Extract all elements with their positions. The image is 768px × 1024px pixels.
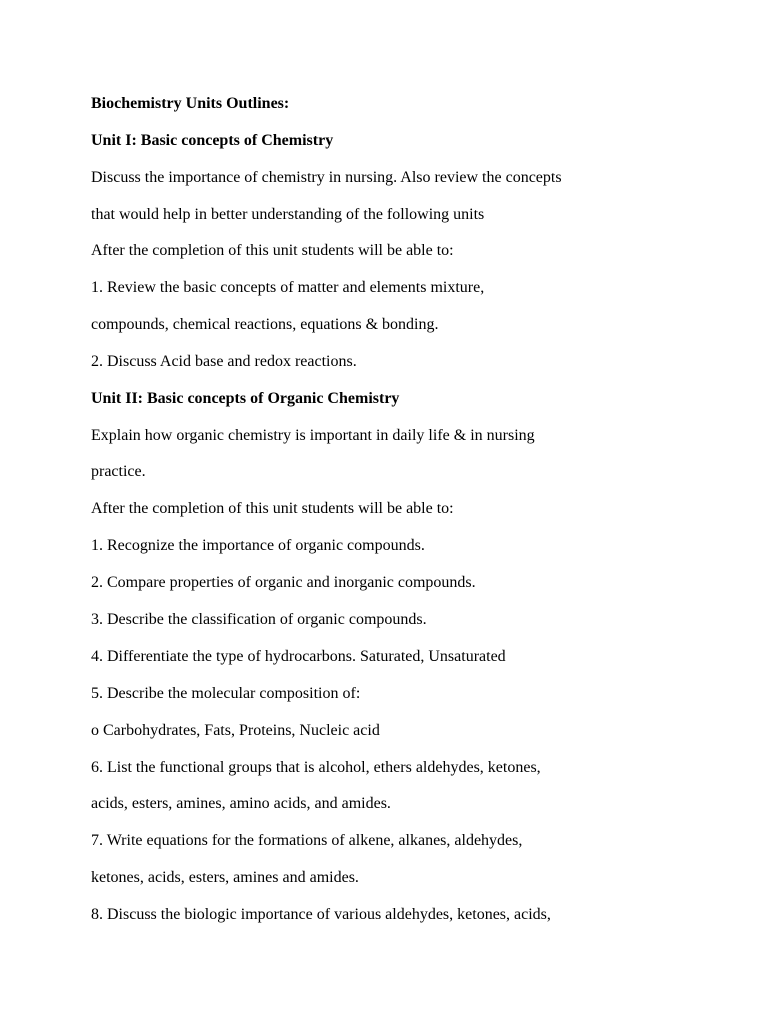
unit2-intro-line2: practice. [91, 463, 146, 480]
unit2-item5-sub: o Carbohydrates, Fats, Proteins, Nucleic acid [91, 722, 380, 739]
document-title: Biochemistry Units Outlines: [91, 95, 290, 112]
unit1-intro-line1: Discuss the importance of chemistry in nursing. Also review the concepts [91, 169, 562, 186]
unit1-objectives-lead: After the completion of this unit students will be able to: [91, 242, 454, 259]
unit1-item1-line1: 1. Review the basic concepts of matter and elements mixture, [91, 279, 485, 296]
unit2-item8-line1: 8. Discuss the biologic importance of various aldehydes, ketones, acids, [91, 906, 551, 923]
unit1-heading: Unit I: Basic concepts of Chemistry [91, 132, 334, 149]
unit2-intro-line1: Explain how organic chemistry is important in daily life & in nursing [91, 427, 535, 444]
unit2-item1: 1. Recognize the importance of organic compounds. [91, 537, 425, 554]
unit2-item6-line1: 6. List the functional groups that is alcohol, ethers aldehydes, ketones, [91, 759, 541, 776]
unit2-item6-line2: acids, esters, amines, amino acids, and amides. [91, 795, 391, 812]
unit2-item3: 3. Describe the classification of organic compounds. [91, 611, 427, 628]
unit2-item5: 5. Describe the molecular composition of: [91, 685, 361, 702]
unit2-objectives-lead: After the completion of this unit students will be able to: [91, 500, 454, 517]
unit2-item7-line1: 7. Write equations for the formations of alkene, alkanes, aldehydes, [91, 832, 523, 849]
unit1-item1-line2: compounds, chemical reactions, equations & bonding. [91, 316, 439, 333]
unit1-item2: 2. Discuss Acid base and redox reactions. [91, 353, 357, 370]
unit2-heading: Unit II: Basic concepts of Organic Chemistry [91, 390, 400, 407]
unit2-item2: 2. Compare properties of organic and inorganic compounds. [91, 574, 476, 591]
unit2-item7-line2: ketones, acids, esters, amines and amides. [91, 869, 359, 886]
unit1-intro-line2: that would help in better understanding of the following units [91, 206, 485, 223]
unit2-item4: 4. Differentiate the type of hydrocarbons. Saturated, Unsaturated [91, 648, 506, 665]
